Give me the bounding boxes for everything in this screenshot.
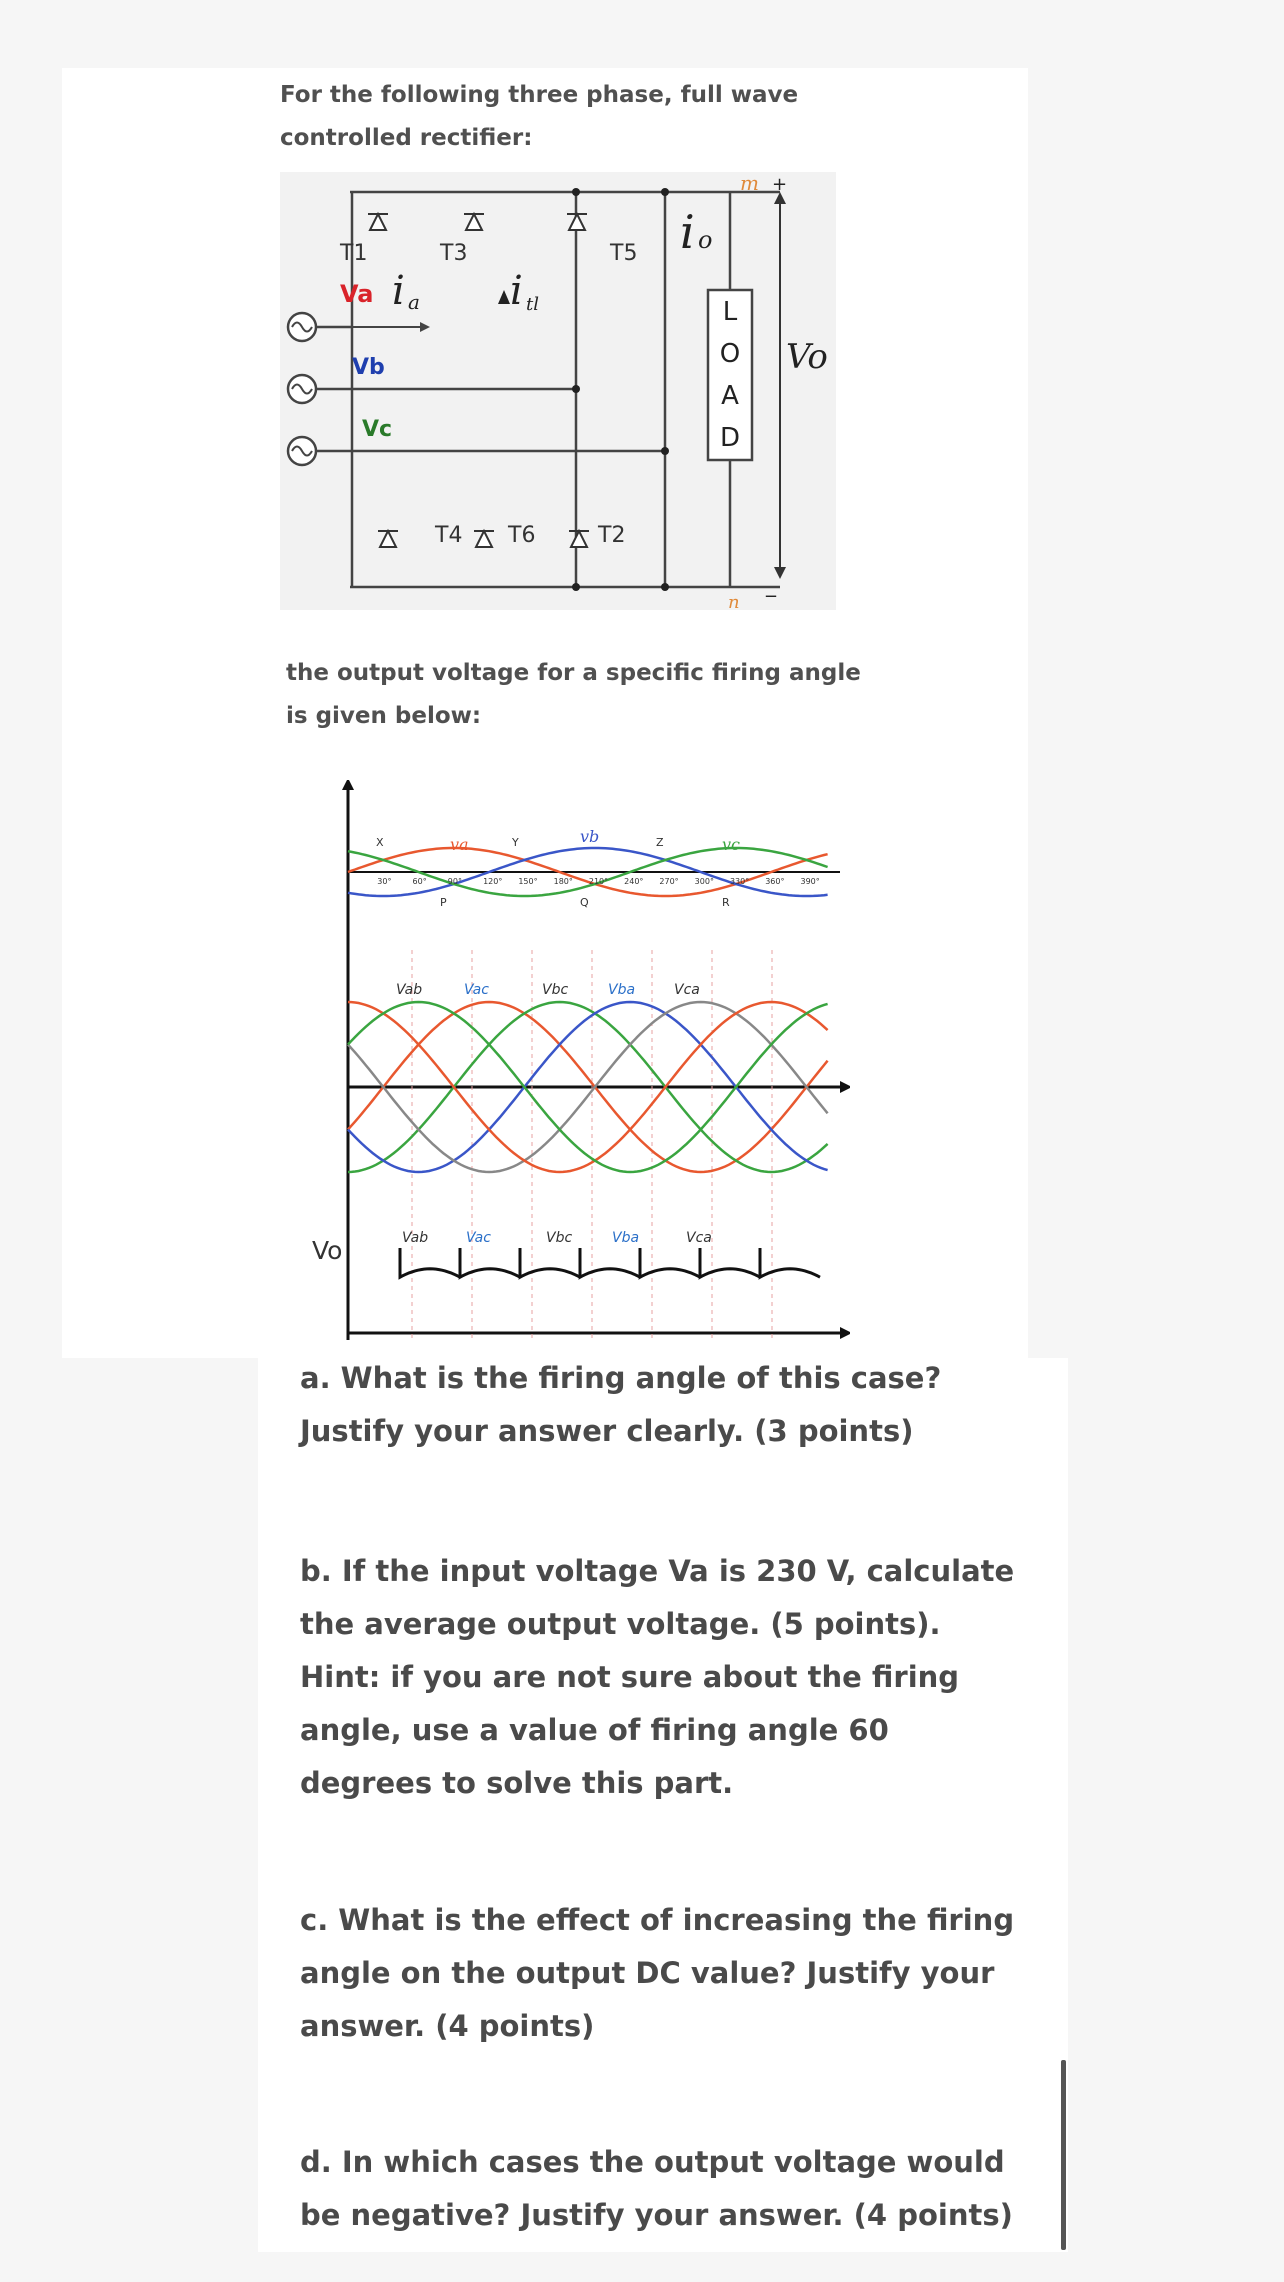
ia-label: i — [392, 268, 405, 314]
point-x: X — [376, 836, 384, 849]
minus-sign: _ — [766, 573, 776, 597]
angle-tick-label: 330° — [729, 877, 750, 886]
question-b: b. If the input voltage Va is 230 V, calculate the average output voltage. (5 points). Hint: if you are not sure about the firing angle, use a value of firing angle 60 degrees to solve this part. — [300, 1554, 1015, 1800]
output-voltage-trace — [400, 1248, 820, 1277]
point-r: R — [722, 896, 730, 909]
angle-tick-label: 120° — [483, 877, 503, 886]
angle-tick-label: 390° — [800, 877, 820, 886]
point-z: Z — [656, 836, 664, 849]
load-letter-d: D — [719, 423, 741, 453]
itl-label: i — [510, 268, 523, 314]
vc-label: Vc — [362, 417, 393, 442]
angle-tick-label: 210° — [588, 877, 609, 886]
question-d: d. In which cases the output voltage would be negative? Justify your answer. (4 points) — [300, 2145, 1013, 2232]
angle-tick-label: 90° — [447, 877, 462, 886]
io-sub-label: o — [698, 226, 713, 254]
bottom-label-vca: Vca — [686, 1230, 712, 1246]
bottom-label-vbc: Vbc — [546, 1230, 573, 1246]
angle-tick-label: 60° — [412, 877, 427, 886]
node-n-label: n — [728, 592, 740, 612]
point-q: Q — [580, 896, 589, 909]
t3-label: T3 — [440, 241, 468, 266]
t2-label: T2 — [598, 523, 626, 548]
mid-label-vbc: Vbc — [542, 982, 569, 998]
question-a: a. What is the firing angle of this case? Justify your answer clearly. (3 points) — [300, 1361, 942, 1448]
point-y: Y — [512, 836, 519, 849]
vo-label: Vo — [786, 337, 828, 377]
phase-label-va: va — [450, 835, 469, 854]
angle-tick-label: 360° — [765, 877, 785, 886]
node-m-label: m — [740, 172, 759, 195]
angle-tick-label: 30° — [377, 877, 392, 886]
mid-label-vac: Vac — [464, 982, 489, 998]
va-label: Va — [340, 280, 374, 308]
output-voltage-waveform — [330, 780, 850, 1350]
io-label: i — [680, 205, 695, 259]
angle-tick-label: 150° — [518, 877, 538, 886]
t5-label: T5 — [610, 241, 638, 266]
phase-label-vc: vc — [722, 835, 740, 854]
mid-label-vca: Vca — [674, 982, 700, 998]
t4-label: T4 — [435, 523, 463, 548]
angle-tick-label: 240° — [624, 877, 644, 886]
question-c: c. What is the effect of increasing the firing angle on the output DC value? Justify your answer. (4 points) — [300, 1903, 1015, 2043]
bottom-label-vac: Vac — [466, 1230, 491, 1246]
load-letter-l: L — [722, 297, 738, 327]
plus-sign: + — [772, 174, 788, 195]
angle-tick-label: 180° — [553, 877, 573, 886]
rectifier-circuit-diagram — [280, 172, 840, 612]
ia-sub-label: a — [408, 290, 420, 314]
mid-label-vba: Vba — [608, 982, 636, 998]
t1-label: T1 — [340, 241, 368, 266]
mid-label-vab: Vab — [396, 982, 423, 998]
vo-axis-label: Vo — [312, 1236, 343, 1265]
angle-tick-label: 300° — [694, 877, 714, 886]
intro-text-2: the output voltage for a specific firing angle is given below: — [286, 660, 861, 729]
load-letter-o: O — [719, 339, 741, 369]
vb-label: Vb — [352, 355, 385, 380]
point-p: P — [440, 896, 447, 909]
itl-sub-label: tl — [526, 294, 539, 315]
t6-label: T6 — [508, 523, 536, 548]
scrollbar-thumb[interactable] — [1061, 2060, 1066, 2250]
bottom-label-vab: Vab — [402, 1230, 429, 1246]
intro-text: For the following three phase, full wave controlled rectifier: — [280, 82, 799, 151]
load-letter-a: A — [721, 381, 739, 411]
phase-label-vb: vb — [580, 827, 600, 846]
bottom-label-vba: Vba — [612, 1230, 640, 1246]
angle-tick-label: 270° — [659, 877, 679, 886]
